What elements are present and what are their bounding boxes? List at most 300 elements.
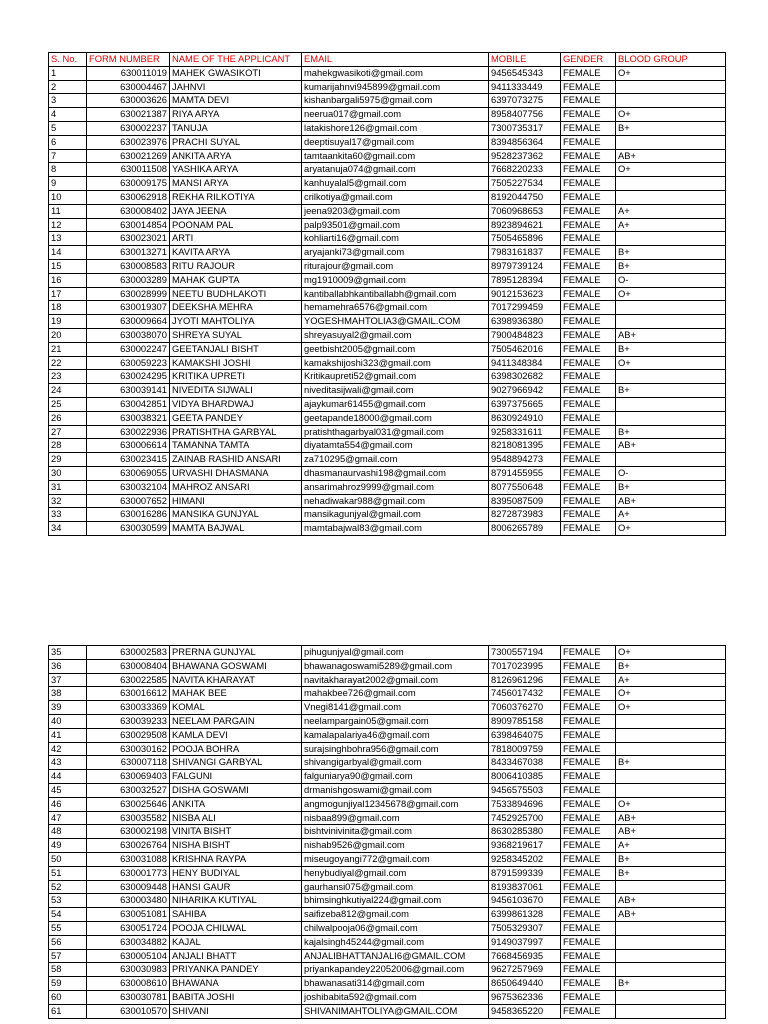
blood-group-cell (616, 742, 726, 756)
mobile-cell: 8077550648 (489, 480, 561, 494)
form-number-cell: 630031088 (87, 852, 170, 866)
email-cell: navitakharayat2002@gmail.com (302, 673, 489, 687)
mobile-cell: 7456017432 (489, 687, 561, 701)
mobile-cell: 9258331611 (489, 425, 561, 439)
mobile-cell: 8923894621 (489, 218, 561, 232)
applicant-name-cell: NISBA ALI (170, 811, 302, 825)
gender-cell: FEMALE (561, 714, 616, 728)
form-number-cell: 630032527 (87, 783, 170, 797)
gender-cell: FEMALE (561, 783, 616, 797)
applicant-name-cell: REKHA RILKOTIYA (170, 190, 302, 204)
applicant-name-cell: ANJALI BHATT (170, 949, 302, 963)
gender-cell: FEMALE (561, 218, 616, 232)
applicant-name-cell: FALGUNI (170, 770, 302, 784)
email-cell: kumarijahnvi945899@gmail.com (302, 80, 489, 94)
gender-cell: FEMALE (561, 356, 616, 370)
email-cell: jeena9203@gmail.com (302, 204, 489, 218)
table-row (49, 701, 726, 715)
applicant-name-cell: DISHA GOSWAMI (170, 783, 302, 797)
table-row (49, 177, 726, 191)
applicant-name-cell: JAYA JEENA (170, 204, 302, 218)
mobile-cell: 9548894273 (489, 453, 561, 467)
email-cell: falguniarya90@gmail.com (302, 770, 489, 784)
gender-cell: FEMALE (561, 673, 616, 687)
applicant-name-cell: RITU RAJOUR (170, 259, 302, 273)
blood-group-cell (616, 411, 726, 425)
blood-group-cell: O+ (616, 701, 726, 715)
blood-group-cell (616, 714, 726, 728)
email-cell: aryatanuja074@gmail.com (302, 163, 489, 177)
blood-group-cell: AB+ (616, 328, 726, 342)
table-row (49, 204, 726, 218)
mobile-cell: 6399861328 (489, 908, 561, 922)
gender-cell: FEMALE (561, 990, 616, 1004)
serial-no-cell: 56 (49, 935, 87, 949)
applicant-name-cell: POOJA BOHRA (170, 742, 302, 756)
mobile-cell: 9528237362 (489, 149, 561, 163)
form-number-cell: 630011019 (87, 66, 170, 80)
table-row (49, 287, 726, 301)
table-row (49, 935, 726, 949)
mobile-cell: 8218081395 (489, 439, 561, 453)
gender-cell: FEMALE (561, 94, 616, 108)
form-number-cell: 630025646 (87, 797, 170, 811)
mobile-cell: 9258345202 (489, 852, 561, 866)
serial-no-cell: 1 (49, 66, 87, 80)
email-cell: kajalsingh45244@gmail.com (302, 935, 489, 949)
mobile-cell: 7060376270 (489, 701, 561, 715)
applicant-name-cell: SHIVANGI GARBYAL (170, 756, 302, 770)
gender-cell: FEMALE (561, 453, 616, 467)
email-cell: YOGESHMAHTOLIA3@GMAIL.COM (302, 315, 489, 329)
form-number-cell: 630033369 (87, 701, 170, 715)
mobile-cell: 7668456935 (489, 949, 561, 963)
applicant-name-cell: ANKITA (170, 797, 302, 811)
email-cell: niveditasijwali@gmail.com (302, 384, 489, 398)
header-blood-group: BLOOD GROUP (616, 53, 726, 67)
blood-group-cell: B+ (616, 425, 726, 439)
email-cell: pratishthagarbyal031@gmail.com (302, 425, 489, 439)
form-number-cell: 630021387 (87, 108, 170, 122)
mobile-cell: 7300735317 (489, 121, 561, 135)
blood-group-cell: O+ (616, 163, 726, 177)
gender-cell: FEMALE (561, 384, 616, 398)
blood-group-cell: O+ (616, 108, 726, 122)
blood-group-cell: AB+ (616, 908, 726, 922)
blood-group-cell (616, 935, 726, 949)
mobile-cell: 7818009759 (489, 742, 561, 756)
email-cell: shreyasuyal2@gmail.com (302, 328, 489, 342)
mobile-cell: 7668220233 (489, 163, 561, 177)
gender-cell: FEMALE (561, 935, 616, 949)
serial-no-cell: 24 (49, 384, 87, 398)
mobile-cell: 8272873983 (489, 508, 561, 522)
gender-cell: FEMALE (561, 163, 616, 177)
mobile-cell: 9411348384 (489, 356, 561, 370)
gender-cell: FEMALE (561, 259, 616, 273)
email-cell: priyankapandey22052006@gmail.com (302, 963, 489, 977)
form-number-cell: 630059223 (87, 356, 170, 370)
applicant-name-cell: ANKITA ARYA (170, 149, 302, 163)
form-number-cell: 630032104 (87, 480, 170, 494)
serial-no-cell: 45 (49, 783, 87, 797)
serial-no-cell: 18 (49, 301, 87, 315)
mobile-cell: 9149037997 (489, 935, 561, 949)
mobile-cell: 7505227534 (489, 177, 561, 191)
gender-cell: FEMALE (561, 315, 616, 329)
mobile-cell: 8395087509 (489, 494, 561, 508)
email-cell: drmanishgoswami@gmail.com (302, 783, 489, 797)
blood-group-cell (616, 770, 726, 784)
gender-cell: FEMALE (561, 232, 616, 246)
applicant-name-cell: KAJAL (170, 935, 302, 949)
table-row (49, 894, 726, 908)
form-number-cell: 630038070 (87, 328, 170, 342)
table-row (49, 508, 726, 522)
serial-no-cell: 11 (49, 204, 87, 218)
form-number-cell: 630007652 (87, 494, 170, 508)
gender-cell: FEMALE (561, 687, 616, 701)
serial-no-cell: 20 (49, 328, 87, 342)
form-number-cell: 630039141 (87, 384, 170, 398)
form-number-cell: 630051724 (87, 921, 170, 935)
applicant-name-cell: MAHAK BEE (170, 687, 302, 701)
email-cell: nishab9526@gmail.com (302, 839, 489, 853)
serial-no-cell: 17 (49, 287, 87, 301)
blood-group-cell: O+ (616, 522, 726, 536)
applicant-name-cell: PRATISHTHA GARBYAL (170, 425, 302, 439)
table-row (49, 839, 726, 853)
email-cell: pihugunjyal@gmail.com (302, 646, 489, 660)
mobile-cell: 8193837061 (489, 880, 561, 894)
applicant-name-cell: YASHIKA ARYA (170, 163, 302, 177)
gender-cell: FEMALE (561, 121, 616, 135)
applicant-name-cell: BABITA JOSHI (170, 990, 302, 1004)
gender-cell: FEMALE (561, 411, 616, 425)
blood-group-cell: AB+ (616, 811, 726, 825)
mobile-cell: 9675362336 (489, 990, 561, 1004)
mobile-cell: 8630924910 (489, 411, 561, 425)
mobile-cell: 6398464075 (489, 728, 561, 742)
email-cell: bishtvinivinita@gmail.com (302, 825, 489, 839)
form-number-cell: 630009175 (87, 177, 170, 191)
applicant-name-cell: VINITA BISHT (170, 825, 302, 839)
applicant-name-cell: GEETA PANDEY (170, 411, 302, 425)
serial-no-cell: 57 (49, 949, 87, 963)
table-row (49, 108, 726, 122)
mobile-cell: 7017299459 (489, 301, 561, 315)
email-cell: kantiballabhkantiballabh@gmail.com (302, 287, 489, 301)
mobile-cell: 8394856364 (489, 135, 561, 149)
table-row (49, 425, 726, 439)
gender-cell: FEMALE (561, 342, 616, 356)
gender-cell: FEMALE (561, 522, 616, 536)
table-row (49, 94, 726, 108)
serial-no-cell: 51 (49, 866, 87, 880)
gender-cell: FEMALE (561, 963, 616, 977)
header-serial-no: S. No. (49, 53, 87, 67)
table-row (49, 384, 726, 398)
mobile-cell: 8006410385 (489, 770, 561, 784)
mobile-cell: 8791455955 (489, 466, 561, 480)
applicant-name-cell: NISHA BISHT (170, 839, 302, 853)
mobile-cell: 9458365220 (489, 1004, 561, 1018)
blood-group-cell (616, 315, 726, 329)
serial-no-cell: 30 (49, 466, 87, 480)
serial-no-cell: 5 (49, 121, 87, 135)
table-row (49, 439, 726, 453)
blood-group-cell: AB+ (616, 149, 726, 163)
gender-cell: FEMALE (561, 397, 616, 411)
header-form-number: FORM NUMBER (87, 53, 170, 67)
serial-no-cell: 50 (49, 852, 87, 866)
email-cell: ajaykumar61455@gmail.com (302, 397, 489, 411)
form-number-cell: 630022585 (87, 673, 170, 687)
email-cell: kishanbargali5975@gmail.com (302, 94, 489, 108)
applicant-name-cell: PRIYANKA PANDEY (170, 963, 302, 977)
serial-no-cell: 21 (49, 342, 87, 356)
form-number-cell: 630069403 (87, 770, 170, 784)
table-row (49, 342, 726, 356)
applicant-name-cell: NEETU BUDHLAKOTI (170, 287, 302, 301)
applicant-name-cell: MAMTA DEVI (170, 94, 302, 108)
table-row (49, 659, 726, 673)
blood-group-cell: O- (616, 466, 726, 480)
form-number-cell: 630035582 (87, 811, 170, 825)
table-row (49, 66, 726, 80)
serial-no-cell: 39 (49, 701, 87, 715)
applicant-name-cell: NIHARIKA KUTIYAL (170, 894, 302, 908)
blood-group-cell (616, 963, 726, 977)
form-number-cell: 630023976 (87, 135, 170, 149)
form-number-cell: 630003480 (87, 894, 170, 908)
serial-no-cell: 60 (49, 990, 87, 1004)
table-row (49, 797, 726, 811)
blood-group-cell (616, 80, 726, 94)
serial-no-cell: 13 (49, 232, 87, 246)
applicant-name-cell: VIDYA BHARDWAJ (170, 397, 302, 411)
applicant-name-cell: RIYA ARYA (170, 108, 302, 122)
serial-no-cell: 53 (49, 894, 87, 908)
table-row (49, 811, 726, 825)
blood-group-cell (616, 370, 726, 384)
applicant-name-cell: ARTI (170, 232, 302, 246)
mobile-cell: 9456103670 (489, 894, 561, 908)
serial-no-cell: 22 (49, 356, 87, 370)
email-cell: neerua017@gmail.com (302, 108, 489, 122)
mobile-cell: 7060968653 (489, 204, 561, 218)
serial-no-cell: 15 (49, 259, 87, 273)
mobile-cell: 8192044750 (489, 190, 561, 204)
mobile-cell: 8979739124 (489, 259, 561, 273)
applicant-name-cell: NIVEDITA SIJWALI (170, 384, 302, 398)
form-number-cell: 630028999 (87, 287, 170, 301)
email-cell: kohliarti16@gmail.com (302, 232, 489, 246)
email-cell: diyatamta554@gmail.com (302, 439, 489, 453)
blood-group-cell: O+ (616, 797, 726, 811)
gender-cell: FEMALE (561, 425, 616, 439)
mobile-cell: 9456545343 (489, 66, 561, 80)
mobile-cell: 7300557194 (489, 646, 561, 660)
form-number-cell: 630030162 (87, 742, 170, 756)
blood-group-cell: B+ (616, 121, 726, 135)
blood-group-cell (616, 453, 726, 467)
serial-no-cell: 29 (49, 453, 87, 467)
gender-cell: FEMALE (561, 839, 616, 853)
applicant-name-cell: KRISHNA RAYPA (170, 852, 302, 866)
applicant-name-cell: PRACHI SUYAL (170, 135, 302, 149)
form-number-cell: 630030781 (87, 990, 170, 1004)
email-cell: joshibabita592@gmail.com (302, 990, 489, 1004)
email-cell: mamtabajwal83@gmail.com (302, 522, 489, 536)
blood-group-cell: B+ (616, 480, 726, 494)
table-row (49, 411, 726, 425)
serial-no-cell: 2 (49, 80, 87, 94)
applicant-name-cell: HIMANI (170, 494, 302, 508)
gender-cell: FEMALE (561, 370, 616, 384)
gender-cell: FEMALE (561, 328, 616, 342)
serial-no-cell: 52 (49, 880, 87, 894)
applicant-name-cell: POOJA CHILWAL (170, 921, 302, 935)
gender-cell: FEMALE (561, 852, 616, 866)
mobile-cell: 7533894696 (489, 797, 561, 811)
applicant-table-2 (48, 645, 726, 1019)
blood-group-cell (616, 921, 726, 935)
blood-group-cell: A+ (616, 508, 726, 522)
table-row (49, 246, 726, 260)
gender-cell: FEMALE (561, 701, 616, 715)
form-number-cell: 630011508 (87, 163, 170, 177)
email-cell: Kritikaupreti52@gmail.com (302, 370, 489, 384)
serial-no-cell: 3 (49, 94, 87, 108)
form-number-cell: 630030983 (87, 963, 170, 977)
blood-group-cell: O+ (616, 646, 726, 660)
table-row (49, 977, 726, 991)
form-number-cell: 630002198 (87, 825, 170, 839)
blood-group-cell: A+ (616, 839, 726, 853)
email-cell: bhawanagoswami5289@gmail.com (302, 659, 489, 673)
form-number-cell: 630051081 (87, 908, 170, 922)
form-number-cell: 630023021 (87, 232, 170, 246)
form-number-cell: 630005104 (87, 949, 170, 963)
email-cell: shivangigarbyal@gmail.com (302, 756, 489, 770)
form-number-cell: 630016612 (87, 687, 170, 701)
form-number-cell: 630024295 (87, 370, 170, 384)
mobile-cell: 7017023995 (489, 659, 561, 673)
email-cell: nehadiwakar988@gmail.com (302, 494, 489, 508)
table-row (49, 397, 726, 411)
applicant-name-cell: KAMLA DEVI (170, 728, 302, 742)
email-cell: crilkotiya@gmail.com (302, 190, 489, 204)
header-row (49, 53, 726, 67)
email-cell: saifizeba812@gmail.com (302, 908, 489, 922)
gender-cell: FEMALE (561, 921, 616, 935)
form-number-cell: 630030599 (87, 522, 170, 536)
gender-cell: FEMALE (561, 742, 616, 756)
applicant-name-cell: KRITIKA UPRETI (170, 370, 302, 384)
mobile-cell: 8126961296 (489, 673, 561, 687)
mobile-cell: 9411333449 (489, 80, 561, 94)
applicant-name-cell: HANSI GAUR (170, 880, 302, 894)
table-row (49, 1004, 726, 1018)
email-cell: SHIVANIMAHTOLIYA@GMAIL.COM (302, 1004, 489, 1018)
blood-group-cell: B+ (616, 852, 726, 866)
blood-group-cell: O+ (616, 66, 726, 80)
applicant-name-cell: MAHROZ ANSARI (170, 480, 302, 494)
email-cell: kanhuyalal5@gmail.com (302, 177, 489, 191)
table-row (49, 880, 726, 894)
serial-no-cell: 58 (49, 963, 87, 977)
form-number-cell: 630034882 (87, 935, 170, 949)
table-row (49, 756, 726, 770)
email-cell: neelampargain05@gmail.com (302, 714, 489, 728)
table-row (49, 273, 726, 287)
applicant-name-cell: PRERNA GUNJYAL (170, 646, 302, 660)
serial-no-cell: 59 (49, 977, 87, 991)
serial-no-cell: 41 (49, 728, 87, 742)
blood-group-cell (616, 990, 726, 1004)
serial-no-cell: 35 (49, 646, 87, 660)
serial-no-cell: 16 (49, 273, 87, 287)
email-cell: chilwalpooja06@gmail.com (302, 921, 489, 935)
email-cell: dhasmanaurvashi198@gmail.com (302, 466, 489, 480)
email-cell: mahakbee726@gmail.com (302, 687, 489, 701)
gender-cell: FEMALE (561, 756, 616, 770)
mobile-cell: 6398302682 (489, 370, 561, 384)
blood-group-cell (616, 301, 726, 315)
mobile-cell: 6398936380 (489, 315, 561, 329)
applicant-name-cell: NAVITA KHARAYAT (170, 673, 302, 687)
mobile-cell: 9368219617 (489, 839, 561, 853)
gender-cell: FEMALE (561, 177, 616, 191)
blood-group-cell: A+ (616, 218, 726, 232)
gender-cell: FEMALE (561, 811, 616, 825)
gender-cell: FEMALE (561, 80, 616, 94)
blood-group-cell (616, 232, 726, 246)
mobile-cell: 8006265789 (489, 522, 561, 536)
table-row (49, 990, 726, 1004)
blood-group-cell: O+ (616, 356, 726, 370)
table-row (49, 728, 726, 742)
blood-group-cell: B+ (616, 259, 726, 273)
header-mobile: MOBILE (489, 53, 561, 67)
mobile-cell: 9027966942 (489, 384, 561, 398)
gender-cell: FEMALE (561, 287, 616, 301)
table-row (49, 825, 726, 839)
email-cell: mahekgwasikoti@gmail.com (302, 66, 489, 80)
form-number-cell: 630016286 (87, 508, 170, 522)
table-row (49, 121, 726, 135)
table-row (49, 866, 726, 880)
mobile-cell: 7900484823 (489, 328, 561, 342)
gender-cell: FEMALE (561, 439, 616, 453)
table-row (49, 163, 726, 177)
serial-no-cell: 8 (49, 163, 87, 177)
mobile-cell: 7983161837 (489, 246, 561, 260)
table-row (49, 921, 726, 935)
applicant-name-cell: MANSIKA GUNJYAL (170, 508, 302, 522)
blood-group-cell: O+ (616, 287, 726, 301)
blood-group-cell: O+ (616, 687, 726, 701)
form-number-cell: 630009448 (87, 880, 170, 894)
form-number-cell: 630003626 (87, 94, 170, 108)
applicant-name-cell: KAVITA ARYA (170, 246, 302, 260)
mobile-cell: 9627257969 (489, 963, 561, 977)
blood-group-cell (616, 728, 726, 742)
blood-group-cell (616, 135, 726, 149)
mobile-cell: 8433467038 (489, 756, 561, 770)
mobile-cell: 8909785158 (489, 714, 561, 728)
